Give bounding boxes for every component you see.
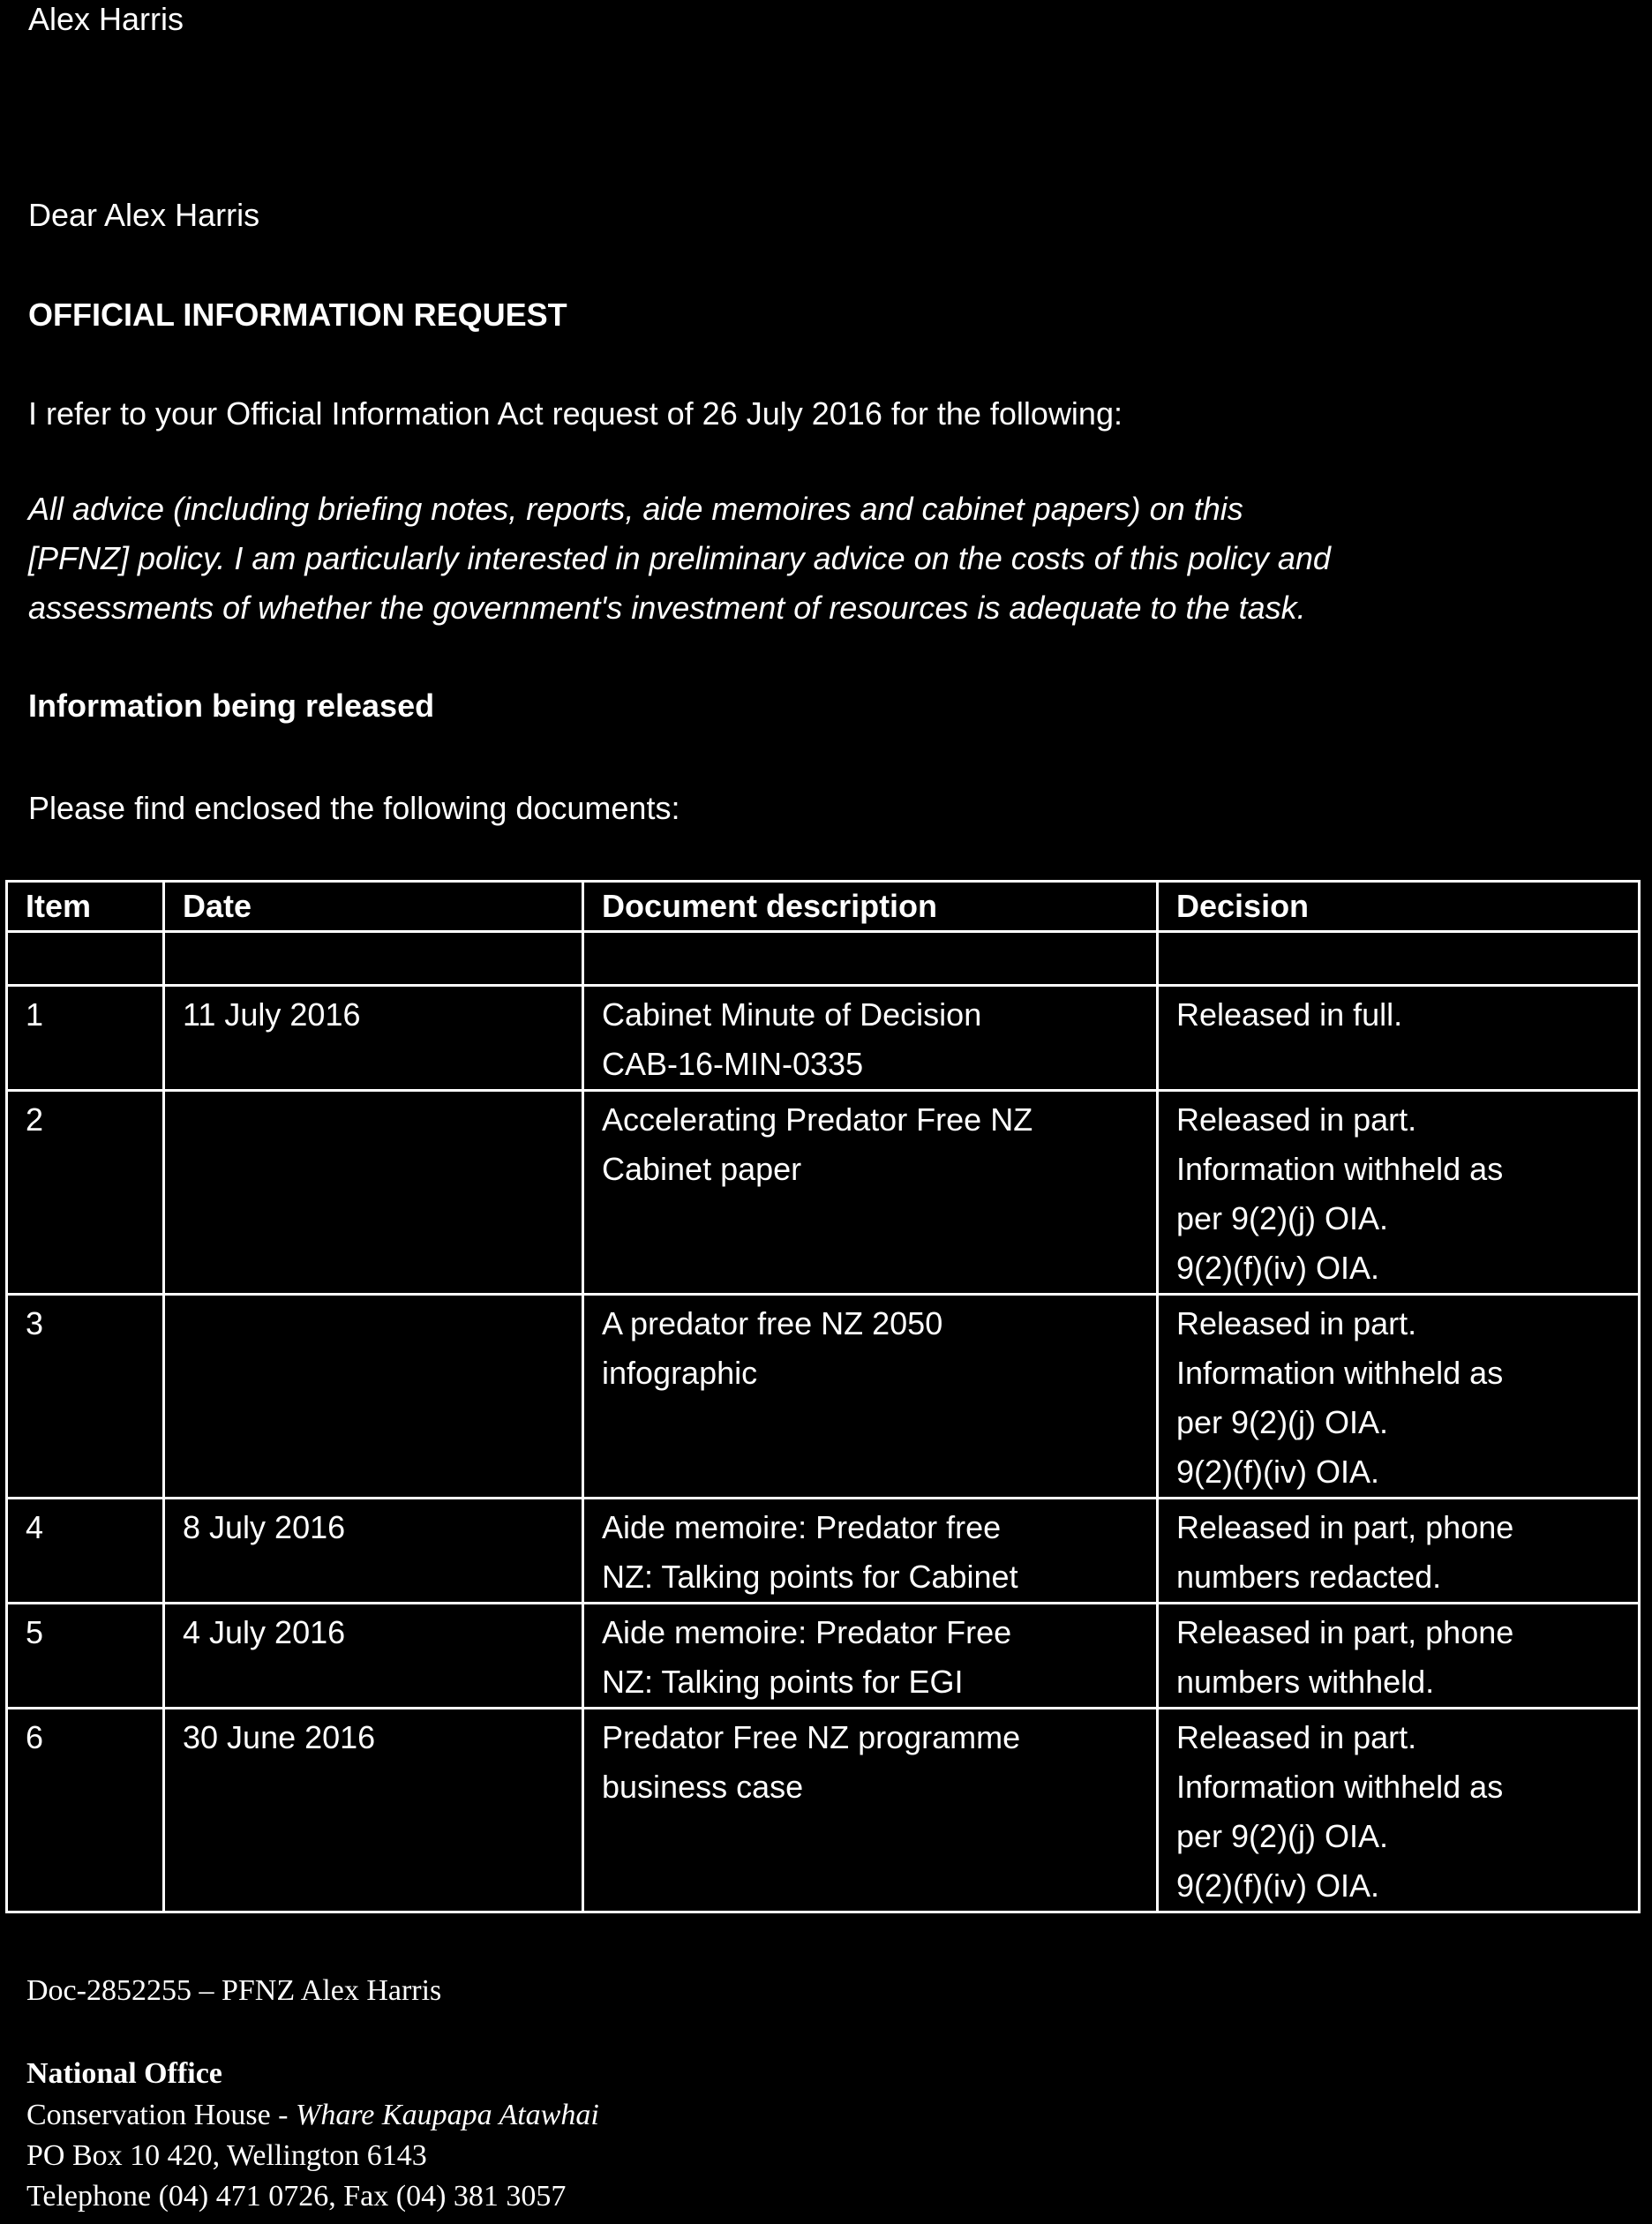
description-cell-line: NZ: Talking points for Cabinet: [602, 1559, 1018, 1595]
request-line: [PFNZ] policy. I am particularly interested in preliminary advice on the costs of this policy and: [28, 540, 1331, 576]
phone-fax: Telephone (04) 471 0726, Fax (04) 381 3057: [26, 2180, 567, 2213]
decision-cell: [1158, 1091, 1640, 1295]
item-cell: 4: [7, 1499, 164, 1604]
item-cell: 5: [7, 1604, 164, 1709]
item-cell: 2: [7, 1091, 164, 1295]
enclosed-text: Please find enclosed the following documents:: [28, 790, 680, 826]
description-cell-line: Aide memoire: Predator Free: [602, 1614, 1012, 1650]
date-cell: [164, 1091, 583, 1295]
documents-table: [5, 880, 1641, 1913]
doc-reference: Doc-2852255 – PFNZ Alex Harris: [26, 1974, 442, 2007]
decision-cell-line: per 9(2)(j) OIA.: [1176, 1404, 1389, 1440]
description-cell-line: Aide memoire: Predator free: [602, 1509, 1002, 1545]
date-cell: 4 July 2016: [164, 1604, 583, 1709]
table-row: [7, 1709, 1640, 1912]
decision-cell: [1158, 986, 1640, 1091]
building-name: Conservation House -: [26, 2099, 297, 2131]
description-cell: [583, 986, 1158, 1091]
date-cell: 8 July 2016: [164, 1499, 583, 1604]
decision-cell-line: Released in part.: [1176, 1101, 1417, 1138]
description-cell: [583, 1709, 1158, 1912]
decision-cell-line: Information withheld as: [1176, 1151, 1504, 1187]
header-date: Date: [164, 882, 583, 932]
decision-cell-line: Information withheld as: [1176, 1355, 1504, 1391]
recipient-name: Alex Harris: [28, 1, 184, 37]
table-row: [7, 986, 1640, 1091]
description-cell: [583, 1091, 1158, 1295]
item-cell: 1: [7, 986, 164, 1091]
decision-cell-line: 9(2)(f)(iv) OIA.: [1176, 1454, 1379, 1490]
description-cell-line: business case: [602, 1769, 804, 1805]
office-building: [26, 2099, 599, 2132]
table-row: [7, 1295, 1640, 1499]
decision-cell-line: Released in part, phone: [1176, 1614, 1514, 1650]
empty-row: [7, 932, 1640, 986]
description-cell-line: Accelerating Predator Free NZ: [602, 1101, 1033, 1138]
description-cell: [583, 1499, 1158, 1604]
table-row: [7, 1091, 1640, 1295]
date-cell: [164, 1295, 583, 1499]
description-cell-line: infographic: [602, 1355, 758, 1391]
decision-cell-line: numbers redacted.: [1176, 1559, 1442, 1595]
decision-cell: [1158, 1295, 1640, 1499]
intro-text: I refer to your Official Information Act request of 26 July 2016 for the following:: [28, 395, 1123, 432]
item-cell: 3: [7, 1295, 164, 1499]
subject-heading: OFFICIAL INFORMATION REQUEST: [28, 297, 567, 333]
table-row: [7, 1499, 1640, 1604]
description-cell-line: CAB-16-MIN-0335: [602, 1046, 864, 1082]
header-decision: Decision: [1158, 882, 1640, 932]
header-description: Document description: [583, 882, 1158, 932]
decision-cell: [1158, 1604, 1640, 1709]
description-cell-line: NZ: Talking points for EGI: [602, 1664, 964, 1700]
description-cell-line: A predator free NZ 2050: [602, 1305, 943, 1341]
date-cell: 30 June 2016: [164, 1709, 583, 1912]
request-line: assessments of whether the government's investment of resources is adequate to the task.: [28, 590, 1306, 626]
po-box: PO Box 10 420, Wellington 6143: [26, 2139, 427, 2172]
item-cell: 6: [7, 1709, 164, 1912]
description-cell: [583, 1604, 1158, 1709]
request-line: All advice (including briefing notes, reports, aide memoires and cabinet papers) on this: [28, 491, 1243, 527]
table-header-row: [7, 882, 1640, 932]
building-maori-name: Whare Kaupapa Atawhai: [296, 2099, 599, 2131]
description-cell: [583, 1295, 1158, 1499]
decision-cell-line: Information withheld as: [1176, 1769, 1504, 1805]
description-cell-line: Predator Free NZ programme: [602, 1719, 1021, 1755]
decision-cell-line: Released in part, phone: [1176, 1509, 1514, 1545]
decision-cell: [1158, 1709, 1640, 1912]
office-name: National Office: [26, 2057, 222, 2090]
decision-cell-line: per 9(2)(j) OIA.: [1176, 1818, 1389, 1854]
description-cell-line: Cabinet Minute of Decision: [602, 996, 982, 1033]
decision-cell-line: Released in full.: [1176, 996, 1403, 1033]
decision-cell-line: 9(2)(f)(iv) OIA.: [1176, 1867, 1379, 1904]
decision-cell-line: numbers withheld.: [1176, 1664, 1435, 1700]
decision-cell-line: 9(2)(f)(iv) OIA.: [1176, 1250, 1379, 1286]
description-cell-line: Cabinet paper: [602, 1151, 802, 1187]
decision-cell-line: Released in part.: [1176, 1719, 1417, 1755]
section-heading: Information being released: [28, 687, 435, 724]
decision-cell: [1158, 1499, 1640, 1604]
header-item: Item: [7, 882, 164, 932]
table-row: [7, 1604, 1640, 1709]
date-cell: 11 July 2016: [164, 986, 583, 1091]
decision-cell-line: per 9(2)(j) OIA.: [1176, 1200, 1389, 1236]
decision-cell-line: Released in part.: [1176, 1305, 1417, 1341]
salutation: Dear Alex Harris: [28, 197, 260, 233]
